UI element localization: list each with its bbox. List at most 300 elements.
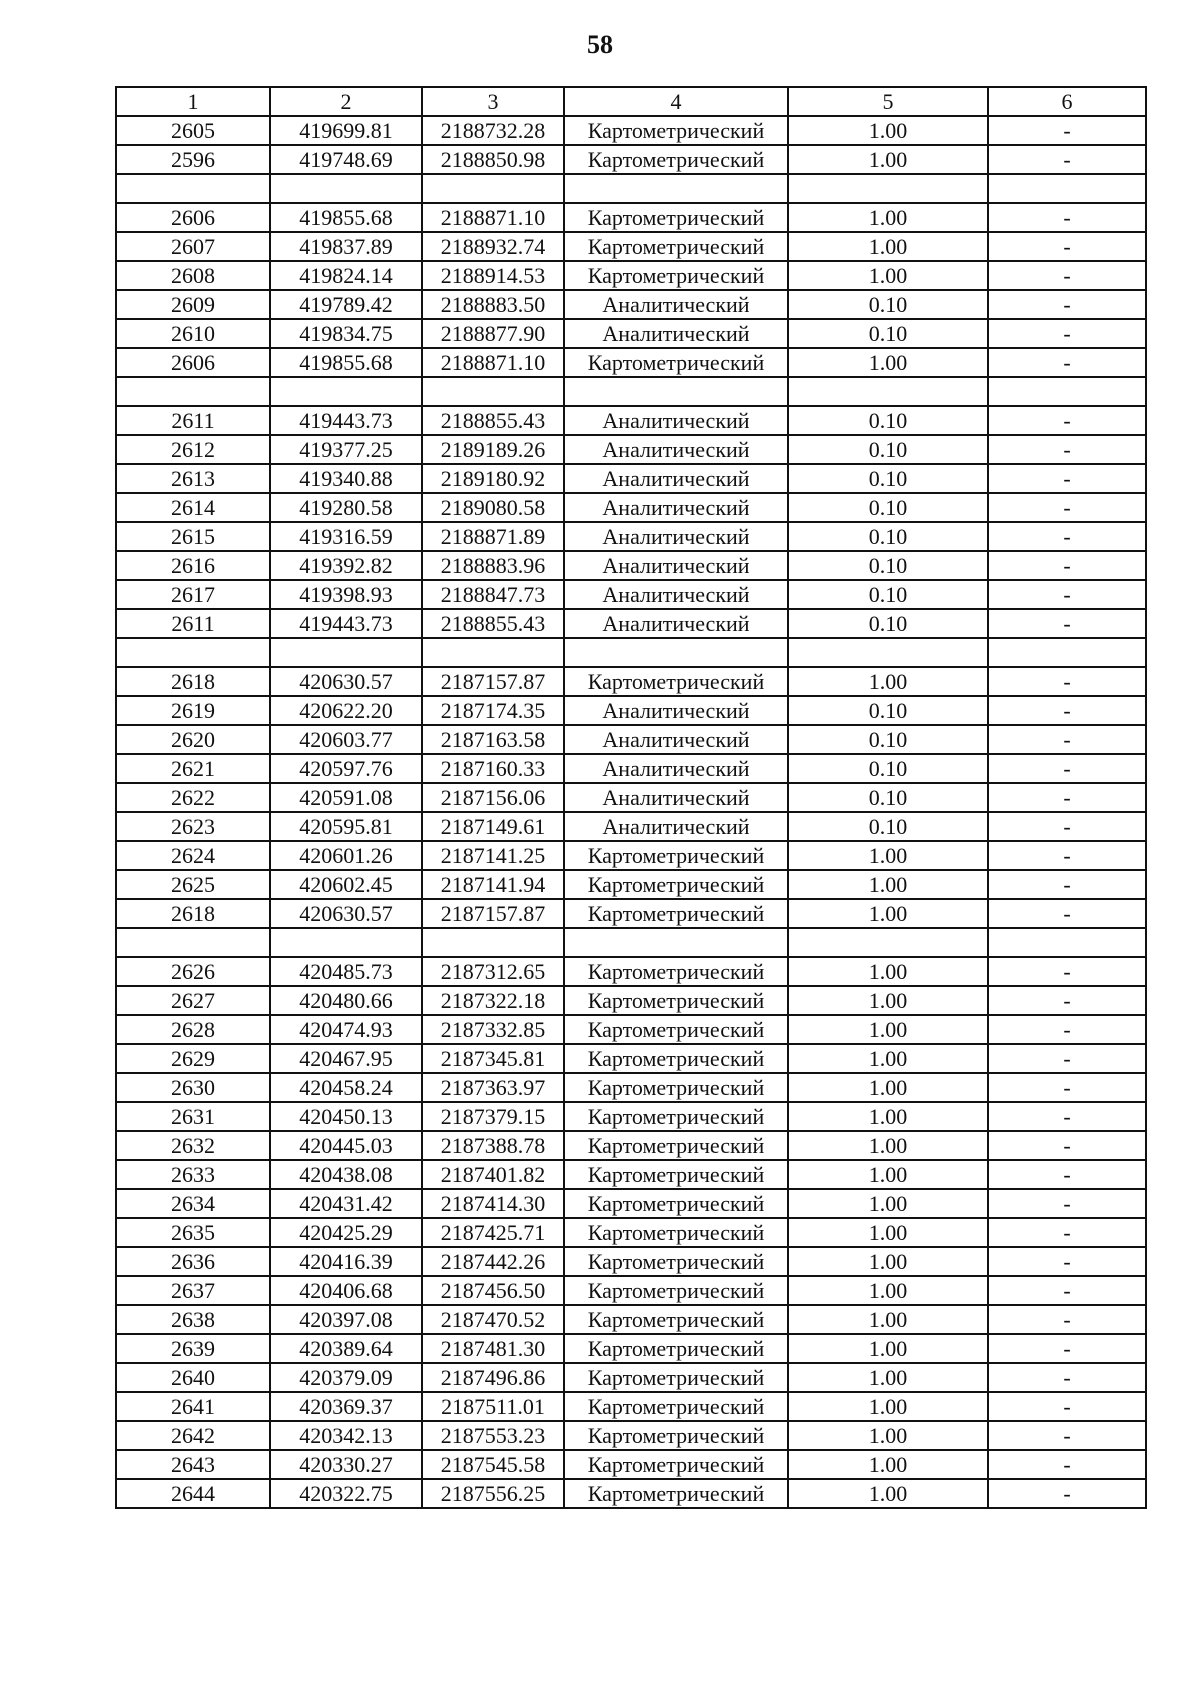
table-row <box>116 986 1146 1015</box>
accuracy-cell: 1.00 <box>788 1392 988 1421</box>
x-coordinate-cell: 419834.75 <box>270 319 422 348</box>
method-cell: Аналитический <box>564 812 788 841</box>
accuracy-cell: 1.00 <box>788 957 988 986</box>
accuracy-cell: 1.00 <box>788 870 988 899</box>
point-number-cell: 2606 <box>116 203 270 232</box>
method-cell: Картометрический <box>564 1334 788 1363</box>
method-cell: Аналитический <box>564 551 788 580</box>
x-coordinate-cell: 419855.68 <box>270 203 422 232</box>
table-row <box>116 725 1146 754</box>
description-cell: - <box>988 1247 1146 1276</box>
method-cell: Картометрический <box>564 1044 788 1073</box>
y-coordinate-cell <box>422 638 564 667</box>
x-coordinate-cell: 420406.68 <box>270 1276 422 1305</box>
method-cell <box>564 638 788 667</box>
x-coordinate-cell: 420322.75 <box>270 1479 422 1508</box>
description-cell: - <box>988 1218 1146 1247</box>
x-coordinate-cell <box>270 377 422 406</box>
description-cell: - <box>988 1160 1146 1189</box>
accuracy-cell: 0.10 <box>788 464 988 493</box>
point-number-cell: 2625 <box>116 870 270 899</box>
x-coordinate-cell: 420458.24 <box>270 1073 422 1102</box>
description-cell: - <box>988 493 1146 522</box>
y-coordinate-cell: 2187157.87 <box>422 899 564 928</box>
table-row <box>116 957 1146 986</box>
table-row <box>116 899 1146 928</box>
description-cell: - <box>988 203 1146 232</box>
table-row <box>116 435 1146 464</box>
table-row <box>116 1334 1146 1363</box>
y-coordinate-cell: 2187312.65 <box>422 957 564 986</box>
description-cell: - <box>988 1073 1146 1102</box>
accuracy-cell: 0.10 <box>788 522 988 551</box>
point-number-cell: 2621 <box>116 754 270 783</box>
separator-row <box>116 174 1146 203</box>
accuracy-cell: 1.00 <box>788 261 988 290</box>
x-coordinate-cell: 419316.59 <box>270 522 422 551</box>
accuracy-cell: 1.00 <box>788 841 988 870</box>
x-coordinate-cell: 420397.08 <box>270 1305 422 1334</box>
method-cell: Картометрический <box>564 986 788 1015</box>
description-cell: - <box>988 957 1146 986</box>
point-number-cell <box>116 638 270 667</box>
method-cell: Аналитический <box>564 435 788 464</box>
description-cell: - <box>988 1044 1146 1073</box>
y-coordinate-cell: 2188855.43 <box>422 406 564 435</box>
accuracy-cell <box>788 638 988 667</box>
point-number-cell: 2610 <box>116 319 270 348</box>
method-cell: Картометрический <box>564 841 788 870</box>
point-number-cell: 2638 <box>116 1305 270 1334</box>
y-coordinate-cell: 2188877.90 <box>422 319 564 348</box>
y-coordinate-cell: 2187322.18 <box>422 986 564 1015</box>
accuracy-cell: 1.00 <box>788 1044 988 1073</box>
description-cell: - <box>988 464 1146 493</box>
x-coordinate-cell: 419748.69 <box>270 145 422 174</box>
point-number-cell: 2626 <box>116 957 270 986</box>
y-coordinate-cell: 2187456.50 <box>422 1276 564 1305</box>
description-cell: - <box>988 1479 1146 1508</box>
x-coordinate-cell: 420431.42 <box>270 1189 422 1218</box>
y-coordinate-cell: 2188732.28 <box>422 116 564 145</box>
y-coordinate-cell: 2188855.43 <box>422 609 564 638</box>
method-cell <box>564 928 788 957</box>
accuracy-cell <box>788 377 988 406</box>
y-coordinate-cell: 2187149.61 <box>422 812 564 841</box>
y-coordinate-cell: 2188932.74 <box>422 232 564 261</box>
accuracy-cell: 1.00 <box>788 1276 988 1305</box>
method-cell: Картометрический <box>564 667 788 696</box>
table-row <box>116 1450 1146 1479</box>
point-number-cell: 2605 <box>116 116 270 145</box>
point-number-cell: 2612 <box>116 435 270 464</box>
x-coordinate-cell: 420425.29 <box>270 1218 422 1247</box>
x-coordinate-cell: 420379.09 <box>270 1363 422 1392</box>
description-cell <box>988 638 1146 667</box>
table-row <box>116 870 1146 899</box>
x-coordinate-cell: 420630.57 <box>270 667 422 696</box>
accuracy-cell: 1.00 <box>788 1334 988 1363</box>
x-coordinate-cell: 420597.76 <box>270 754 422 783</box>
point-number-cell: 2631 <box>116 1102 270 1131</box>
point-number-cell: 2607 <box>116 232 270 261</box>
method-cell: Аналитический <box>564 464 788 493</box>
x-coordinate-cell: 420485.73 <box>270 957 422 986</box>
table-row <box>116 783 1146 812</box>
accuracy-cell: 1.00 <box>788 1160 988 1189</box>
method-cell: Аналитический <box>564 290 788 319</box>
method-cell: Аналитический <box>564 493 788 522</box>
y-coordinate-cell: 2188871.89 <box>422 522 564 551</box>
accuracy-cell: 0.10 <box>788 696 988 725</box>
accuracy-cell: 1.00 <box>788 1247 988 1276</box>
x-coordinate-cell: 420450.13 <box>270 1102 422 1131</box>
x-coordinate-cell: 420342.13 <box>270 1421 422 1450</box>
point-number-cell: 2632 <box>116 1131 270 1160</box>
y-coordinate-cell: 2188871.10 <box>422 348 564 377</box>
method-cell <box>564 174 788 203</box>
point-number-cell: 2618 <box>116 667 270 696</box>
table-header-row <box>116 87 1146 116</box>
x-coordinate-cell: 419280.58 <box>270 493 422 522</box>
y-coordinate-cell: 2187157.87 <box>422 667 564 696</box>
accuracy-cell: 1.00 <box>788 145 988 174</box>
point-number-cell: 2637 <box>116 1276 270 1305</box>
point-number-cell: 2608 <box>116 261 270 290</box>
table-row <box>116 1421 1146 1450</box>
column-header-6: 6 <box>988 87 1146 116</box>
point-number-cell: 2614 <box>116 493 270 522</box>
accuracy-cell: 0.10 <box>788 580 988 609</box>
y-coordinate-cell: 2189180.92 <box>422 464 564 493</box>
point-number-cell <box>116 377 270 406</box>
method-cell: Картометрический <box>564 232 788 261</box>
y-coordinate-cell: 2187163.58 <box>422 725 564 754</box>
y-coordinate-cell: 2187141.94 <box>422 870 564 899</box>
description-cell: - <box>988 406 1146 435</box>
y-coordinate-cell: 2187425.71 <box>422 1218 564 1247</box>
y-coordinate-cell: 2187345.81 <box>422 1044 564 1073</box>
point-number-cell: 2624 <box>116 841 270 870</box>
table-row <box>116 696 1146 725</box>
method-cell: Аналитический <box>564 783 788 812</box>
description-cell <box>988 377 1146 406</box>
method-cell: Картометрический <box>564 1131 788 1160</box>
description-cell: - <box>988 812 1146 841</box>
table-row <box>116 232 1146 261</box>
y-coordinate-cell: 2187388.78 <box>422 1131 564 1160</box>
y-coordinate-cell <box>422 377 564 406</box>
x-coordinate-cell: 419398.93 <box>270 580 422 609</box>
point-number-cell: 2619 <box>116 696 270 725</box>
method-cell <box>564 377 788 406</box>
table-row <box>116 464 1146 493</box>
x-coordinate-cell: 419392.82 <box>270 551 422 580</box>
x-coordinate-cell: 420603.77 <box>270 725 422 754</box>
x-coordinate-cell <box>270 638 422 667</box>
accuracy-cell: 0.10 <box>788 551 988 580</box>
method-cell: Картометрический <box>564 116 788 145</box>
description-cell: - <box>988 667 1146 696</box>
accuracy-cell: 0.10 <box>788 725 988 754</box>
description-cell: - <box>988 232 1146 261</box>
description-cell <box>988 928 1146 957</box>
x-coordinate-cell: 420601.26 <box>270 841 422 870</box>
accuracy-cell: 1.00 <box>788 1218 988 1247</box>
description-cell: - <box>988 1305 1146 1334</box>
y-coordinate-cell: 2187141.25 <box>422 841 564 870</box>
table-row <box>116 406 1146 435</box>
table-row <box>116 1073 1146 1102</box>
method-cell: Картометрический <box>564 1363 788 1392</box>
method-cell: Картометрический <box>564 348 788 377</box>
description-cell: - <box>988 1131 1146 1160</box>
x-coordinate-cell: 419789.42 <box>270 290 422 319</box>
method-cell: Картометрический <box>564 1160 788 1189</box>
description-cell: - <box>988 754 1146 783</box>
method-cell: Картометрический <box>564 261 788 290</box>
column-header-5: 5 <box>788 87 988 116</box>
x-coordinate-cell: 419443.73 <box>270 609 422 638</box>
method-cell: Картометрический <box>564 1450 788 1479</box>
description-cell: - <box>988 1276 1146 1305</box>
y-coordinate-cell: 2187156.06 <box>422 783 564 812</box>
method-cell: Аналитический <box>564 406 788 435</box>
point-number-cell: 2615 <box>116 522 270 551</box>
column-header-1: 1 <box>116 87 270 116</box>
method-cell: Аналитический <box>564 754 788 783</box>
table-row <box>116 1160 1146 1189</box>
point-number-cell: 2623 <box>116 812 270 841</box>
point-number-cell: 2627 <box>116 986 270 1015</box>
y-coordinate-cell: 2187553.23 <box>422 1421 564 1450</box>
description-cell: - <box>988 783 1146 812</box>
table-row <box>116 1305 1146 1334</box>
accuracy-cell: 0.10 <box>788 812 988 841</box>
x-coordinate-cell: 420622.20 <box>270 696 422 725</box>
y-coordinate-cell: 2188883.96 <box>422 551 564 580</box>
point-number-cell: 2641 <box>116 1392 270 1421</box>
table-row <box>116 1479 1146 1508</box>
method-cell: Картометрический <box>564 1218 788 1247</box>
accuracy-cell: 0.10 <box>788 319 988 348</box>
x-coordinate-cell: 419855.68 <box>270 348 422 377</box>
method-cell: Картометрический <box>564 1073 788 1102</box>
table-row <box>116 551 1146 580</box>
description-cell: - <box>988 261 1146 290</box>
y-coordinate-cell: 2188883.50 <box>422 290 564 319</box>
table-row <box>116 522 1146 551</box>
accuracy-cell: 1.00 <box>788 1305 988 1334</box>
table-row <box>116 1044 1146 1073</box>
accuracy-cell: 1.00 <box>788 899 988 928</box>
x-coordinate-cell: 420467.95 <box>270 1044 422 1073</box>
method-cell: Картометрический <box>564 1015 788 1044</box>
y-coordinate-cell: 2187481.30 <box>422 1334 564 1363</box>
point-number-cell: 2636 <box>116 1247 270 1276</box>
accuracy-cell: 1.00 <box>788 667 988 696</box>
y-coordinate-cell: 2188850.98 <box>422 145 564 174</box>
accuracy-cell: 1.00 <box>788 1073 988 1102</box>
accuracy-cell: 0.10 <box>788 754 988 783</box>
x-coordinate-cell: 419377.25 <box>270 435 422 464</box>
method-cell: Аналитический <box>564 696 788 725</box>
x-coordinate-cell: 419824.14 <box>270 261 422 290</box>
description-cell: - <box>988 841 1146 870</box>
y-coordinate-cell: 2189189.26 <box>422 435 564 464</box>
x-coordinate-cell <box>270 174 422 203</box>
point-number-cell: 2639 <box>116 1334 270 1363</box>
method-cell: Картометрический <box>564 203 788 232</box>
point-number-cell: 2620 <box>116 725 270 754</box>
description-cell: - <box>988 290 1146 319</box>
point-number-cell: 2630 <box>116 1073 270 1102</box>
accuracy-cell: 1.00 <box>788 986 988 1015</box>
accuracy-cell: 0.10 <box>788 783 988 812</box>
description-cell: - <box>988 870 1146 899</box>
x-coordinate-cell: 420595.81 <box>270 812 422 841</box>
y-coordinate-cell: 2187401.82 <box>422 1160 564 1189</box>
x-coordinate-cell: 420474.93 <box>270 1015 422 1044</box>
separator-row <box>116 638 1146 667</box>
description-cell: - <box>988 899 1146 928</box>
x-coordinate-cell: 419699.81 <box>270 116 422 145</box>
method-cell: Аналитический <box>564 522 788 551</box>
y-coordinate-cell: 2187545.58 <box>422 1450 564 1479</box>
point-number-cell: 2618 <box>116 899 270 928</box>
point-number-cell: 2634 <box>116 1189 270 1218</box>
point-number-cell: 2643 <box>116 1450 270 1479</box>
description-cell: - <box>988 725 1146 754</box>
accuracy-cell: 1.00 <box>788 1015 988 1044</box>
accuracy-cell: 0.10 <box>788 435 988 464</box>
y-coordinate-cell: 2187470.52 <box>422 1305 564 1334</box>
coordinates-table <box>115 86 1147 1509</box>
description-cell: - <box>988 986 1146 1015</box>
point-number-cell: 2613 <box>116 464 270 493</box>
description-cell: - <box>988 145 1146 174</box>
table-row <box>116 754 1146 783</box>
y-coordinate-cell: 2187160.33 <box>422 754 564 783</box>
y-coordinate-cell: 2187332.85 <box>422 1015 564 1044</box>
description-cell: - <box>988 1102 1146 1131</box>
y-coordinate-cell: 2187511.01 <box>422 1392 564 1421</box>
column-header-4: 4 <box>564 87 788 116</box>
x-coordinate-cell: 420630.57 <box>270 899 422 928</box>
separator-row <box>116 377 1146 406</box>
x-coordinate-cell: 419340.88 <box>270 464 422 493</box>
y-coordinate-cell: 2188871.10 <box>422 203 564 232</box>
accuracy-cell: 1.00 <box>788 232 988 261</box>
method-cell: Картометрический <box>564 1189 788 1218</box>
table-row <box>116 1218 1146 1247</box>
method-cell: Картометрический <box>564 1102 788 1131</box>
point-number-cell <box>116 174 270 203</box>
point-number-cell: 2633 <box>116 1160 270 1189</box>
table-row <box>116 1015 1146 1044</box>
column-header-2: 2 <box>270 87 422 116</box>
point-number-cell: 2635 <box>116 1218 270 1247</box>
x-coordinate-cell: 420389.64 <box>270 1334 422 1363</box>
y-coordinate-cell: 2187496.86 <box>422 1363 564 1392</box>
table-row <box>116 1131 1146 1160</box>
table-row <box>116 493 1146 522</box>
x-coordinate-cell: 420591.08 <box>270 783 422 812</box>
y-coordinate-cell: 2187379.15 <box>422 1102 564 1131</box>
y-coordinate-cell: 2187414.30 <box>422 1189 564 1218</box>
method-cell: Картометрический <box>564 1305 788 1334</box>
column-header-3: 3 <box>422 87 564 116</box>
accuracy-cell: 1.00 <box>788 116 988 145</box>
x-coordinate-cell: 420330.27 <box>270 1450 422 1479</box>
x-coordinate-cell: 420438.08 <box>270 1160 422 1189</box>
x-coordinate-cell: 419443.73 <box>270 406 422 435</box>
x-coordinate-cell: 420480.66 <box>270 986 422 1015</box>
point-number-cell: 2617 <box>116 580 270 609</box>
method-cell: Аналитический <box>564 319 788 348</box>
y-coordinate-cell: 2187363.97 <box>422 1073 564 1102</box>
accuracy-cell: 1.00 <box>788 1421 988 1450</box>
point-number-cell: 2611 <box>116 609 270 638</box>
table-row <box>116 290 1146 319</box>
point-number-cell: 2642 <box>116 1421 270 1450</box>
table-row <box>116 116 1146 145</box>
accuracy-cell <box>788 174 988 203</box>
y-coordinate-cell <box>422 174 564 203</box>
table-row <box>116 1102 1146 1131</box>
description-cell: - <box>988 580 1146 609</box>
method-cell: Картометрический <box>564 957 788 986</box>
method-cell: Аналитический <box>564 609 788 638</box>
x-coordinate-cell: 420416.39 <box>270 1247 422 1276</box>
table-row <box>116 145 1146 174</box>
description-cell: - <box>988 348 1146 377</box>
point-number-cell: 2606 <box>116 348 270 377</box>
description-cell: - <box>988 609 1146 638</box>
table-row <box>116 261 1146 290</box>
accuracy-cell: 1.00 <box>788 1131 988 1160</box>
y-coordinate-cell: 2188914.53 <box>422 261 564 290</box>
method-cell: Картометрический <box>564 870 788 899</box>
accuracy-cell: 1.00 <box>788 1479 988 1508</box>
x-coordinate-cell: 420369.37 <box>270 1392 422 1421</box>
table-row <box>116 203 1146 232</box>
accuracy-cell: 1.00 <box>788 203 988 232</box>
method-cell: Картометрический <box>564 1247 788 1276</box>
table-row <box>116 348 1146 377</box>
description-cell: - <box>988 696 1146 725</box>
accuracy-cell: 1.00 <box>788 1189 988 1218</box>
accuracy-cell: 1.00 <box>788 1102 988 1131</box>
description-cell: - <box>988 1334 1146 1363</box>
accuracy-cell: 0.10 <box>788 493 988 522</box>
separator-row <box>116 928 1146 957</box>
point-number-cell <box>116 928 270 957</box>
method-cell: Картометрический <box>564 899 788 928</box>
accuracy-cell: 0.10 <box>788 609 988 638</box>
table-body <box>116 116 1146 1508</box>
accuracy-cell: 1.00 <box>788 348 988 377</box>
y-coordinate-cell: 2188847.73 <box>422 580 564 609</box>
table-row <box>116 1363 1146 1392</box>
description-cell: - <box>988 1421 1146 1450</box>
method-cell: Картометрический <box>564 145 788 174</box>
point-number-cell: 2609 <box>116 290 270 319</box>
table-row <box>116 812 1146 841</box>
y-coordinate-cell: 2187174.35 <box>422 696 564 725</box>
table-row <box>116 1247 1146 1276</box>
x-coordinate-cell: 419837.89 <box>270 232 422 261</box>
